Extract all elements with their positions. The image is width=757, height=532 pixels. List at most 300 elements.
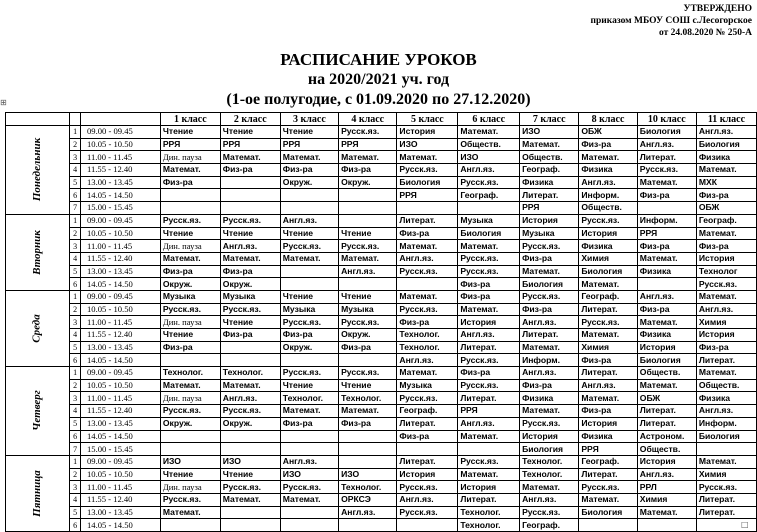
subject-cell[interactable]: Информ.: [696, 417, 756, 430]
subject-cell[interactable]: [339, 354, 397, 367]
subject-cell[interactable]: Физ-ра: [579, 405, 637, 418]
subject-cell[interactable]: [160, 189, 220, 202]
subject-cell[interactable]: Музыка: [339, 303, 397, 316]
subject-cell[interactable]: Математ.: [579, 493, 637, 506]
subject-cell[interactable]: Математ.: [160, 164, 220, 177]
subject-cell[interactable]: Физ-ра: [637, 303, 696, 316]
subject-cell[interactable]: Биология: [696, 430, 756, 443]
subject-cell[interactable]: Физ-ра: [520, 303, 579, 316]
subject-cell[interactable]: Обществ.: [637, 367, 696, 380]
subject-cell[interactable]: Математ.: [520, 481, 579, 494]
subject-cell[interactable]: Окруж.: [220, 417, 280, 430]
subject-cell[interactable]: Математ.: [458, 430, 520, 443]
subject-cell[interactable]: Математ.: [397, 367, 458, 380]
subject-cell[interactable]: [637, 202, 696, 215]
subject-cell[interactable]: Математ.: [160, 379, 220, 392]
subject-cell[interactable]: [280, 265, 338, 278]
subject-cell[interactable]: Русск.яз.: [280, 367, 338, 380]
subject-cell[interactable]: Математ.: [220, 493, 280, 506]
subject-cell[interactable]: Физ-ра: [458, 278, 520, 291]
subject-cell[interactable]: [220, 430, 280, 443]
subject-cell[interactable]: [160, 430, 220, 443]
subject-cell[interactable]: Математ.: [220, 151, 280, 164]
subject-cell[interactable]: [339, 189, 397, 202]
subject-cell[interactable]: Литерат.: [397, 214, 458, 227]
subject-cell[interactable]: Математ.: [339, 405, 397, 418]
subject-cell[interactable]: Математ.: [520, 341, 579, 354]
subject-cell[interactable]: Русск.яз.: [520, 290, 579, 303]
subject-cell[interactable]: [637, 278, 696, 291]
subject-cell[interactable]: РРЯ: [160, 138, 220, 151]
subject-cell[interactable]: Дин. пауза: [160, 151, 220, 164]
subject-cell[interactable]: Математ.: [160, 252, 220, 265]
subject-cell[interactable]: Англ.яз.: [220, 240, 280, 253]
subject-cell[interactable]: ИЗО: [458, 151, 520, 164]
subject-cell[interactable]: Русск.яз.: [397, 481, 458, 494]
subject-cell[interactable]: Русск.яз.: [397, 392, 458, 405]
subject-cell[interactable]: [220, 202, 280, 215]
subject-cell[interactable]: Русск.яз.: [160, 303, 220, 316]
subject-cell[interactable]: Математ.: [280, 493, 338, 506]
subject-cell[interactable]: [280, 189, 338, 202]
subject-cell[interactable]: РРЯ: [397, 189, 458, 202]
subject-cell[interactable]: История: [637, 455, 696, 468]
subject-cell[interactable]: Математ.: [397, 290, 458, 303]
subject-cell[interactable]: Литерат.: [397, 455, 458, 468]
subject-cell[interactable]: Англ.яз.: [579, 379, 637, 392]
subject-cell[interactable]: Математ.: [458, 468, 520, 481]
subject-cell[interactable]: Русск.яз.: [160, 493, 220, 506]
subject-cell[interactable]: Чтение: [220, 227, 280, 240]
table-move-handle-icon[interactable]: ⊞: [0, 98, 7, 107]
subject-cell[interactable]: Математ.: [637, 316, 696, 329]
subject-cell[interactable]: Физ-ра: [458, 367, 520, 380]
subject-cell[interactable]: [339, 278, 397, 291]
subject-cell[interactable]: Физика: [696, 392, 756, 405]
subject-cell[interactable]: РРЯ: [458, 405, 520, 418]
subject-cell[interactable]: Окруж.: [280, 341, 338, 354]
subject-cell[interactable]: Русск.яз.: [696, 481, 756, 494]
subject-cell[interactable]: Русск.яз.: [458, 176, 520, 189]
subject-cell[interactable]: [160, 354, 220, 367]
subject-cell[interactable]: Окруж.: [280, 176, 338, 189]
subject-cell[interactable]: Чтение: [220, 126, 280, 139]
subject-cell[interactable]: Физ-ра: [520, 379, 579, 392]
subject-cell[interactable]: Математ.: [458, 126, 520, 139]
subject-cell[interactable]: Биология: [637, 126, 696, 139]
subject-cell[interactable]: Русск.яз.: [280, 240, 338, 253]
subject-cell[interactable]: [397, 278, 458, 291]
subject-cell[interactable]: История: [397, 126, 458, 139]
subject-cell[interactable]: Дин. пауза: [160, 240, 220, 253]
subject-cell[interactable]: Математ.: [579, 151, 637, 164]
subject-cell[interactable]: Англ.яз.: [339, 506, 397, 519]
subject-cell[interactable]: Русск.яз.: [280, 316, 338, 329]
subject-cell[interactable]: Математ.: [280, 151, 338, 164]
subject-cell[interactable]: Физ-ра: [220, 164, 280, 177]
subject-cell[interactable]: Технолог.: [520, 455, 579, 468]
subject-cell[interactable]: МХК: [696, 176, 756, 189]
subject-cell[interactable]: Обществ.: [458, 138, 520, 151]
subject-cell[interactable]: Англ.яз.: [339, 265, 397, 278]
subject-cell[interactable]: Литерат.: [637, 151, 696, 164]
subject-cell[interactable]: Технолог.: [397, 341, 458, 354]
subject-cell[interactable]: Чтение: [220, 468, 280, 481]
subject-cell[interactable]: Русск.яз.: [220, 303, 280, 316]
subject-cell[interactable]: Биология: [579, 506, 637, 519]
subject-cell[interactable]: История: [520, 430, 579, 443]
subject-cell[interactable]: Биология: [579, 265, 637, 278]
subject-cell[interactable]: Русск.яз.: [579, 214, 637, 227]
subject-cell[interactable]: Физ-ра: [637, 240, 696, 253]
subject-cell[interactable]: Географ.: [397, 405, 458, 418]
subject-cell[interactable]: Русск.яз.: [220, 214, 280, 227]
subject-cell[interactable]: Информ.: [579, 189, 637, 202]
subject-cell[interactable]: Физика: [520, 176, 579, 189]
subject-cell[interactable]: ИЗО: [397, 138, 458, 151]
subject-cell[interactable]: [280, 278, 338, 291]
subject-cell[interactable]: ИЗО: [339, 468, 397, 481]
subject-cell[interactable]: Русск.яз.: [579, 481, 637, 494]
subject-cell[interactable]: Музыка: [160, 290, 220, 303]
subject-cell[interactable]: Физ-ра: [579, 354, 637, 367]
subject-cell[interactable]: [160, 202, 220, 215]
subject-cell[interactable]: Географ.: [520, 519, 579, 532]
subject-cell[interactable]: Литерат.: [579, 303, 637, 316]
subject-cell[interactable]: Литерат.: [458, 493, 520, 506]
subject-cell[interactable]: Математ.: [696, 164, 756, 177]
subject-cell[interactable]: Чтение: [160, 126, 220, 139]
table-resize-handle-icon[interactable]: □: [741, 520, 749, 529]
subject-cell[interactable]: Англ.яз.: [397, 493, 458, 506]
subject-cell[interactable]: Математ.: [458, 303, 520, 316]
subject-cell[interactable]: История: [696, 252, 756, 265]
subject-cell[interactable]: Окруж.: [160, 278, 220, 291]
subject-cell[interactable]: Англ.яз.: [220, 392, 280, 405]
subject-cell[interactable]: Русск.яз.: [458, 265, 520, 278]
subject-cell[interactable]: Математ.: [696, 455, 756, 468]
subject-cell[interactable]: Физ-ра: [160, 341, 220, 354]
subject-cell[interactable]: Англ.яз.: [637, 138, 696, 151]
subject-cell[interactable]: [458, 202, 520, 215]
subject-cell[interactable]: [220, 341, 280, 354]
subject-cell[interactable]: ИЗО: [280, 468, 338, 481]
subject-cell[interactable]: Литерат.: [696, 493, 756, 506]
subject-cell[interactable]: [696, 443, 756, 456]
subject-cell[interactable]: Русск.яз.: [220, 481, 280, 494]
subject-cell[interactable]: Математ.: [520, 405, 579, 418]
subject-cell[interactable]: Физ-ра: [280, 329, 338, 342]
subject-cell[interactable]: Информ.: [520, 354, 579, 367]
subject-cell[interactable]: Физ-ра: [637, 189, 696, 202]
subject-cell[interactable]: Биология: [520, 278, 579, 291]
subject-cell[interactable]: [339, 430, 397, 443]
subject-cell[interactable]: Русск.яз.: [397, 303, 458, 316]
subject-cell[interactable]: Музыка: [280, 303, 338, 316]
subject-cell[interactable]: Литерат.: [397, 417, 458, 430]
subject-cell[interactable]: Русск.яз.: [696, 278, 756, 291]
subject-cell[interactable]: Математ.: [696, 290, 756, 303]
subject-cell[interactable]: Математ.: [339, 252, 397, 265]
subject-cell[interactable]: Физика: [637, 265, 696, 278]
subject-cell[interactable]: Физ-ра: [579, 138, 637, 151]
subject-cell[interactable]: Англ.яз.: [458, 164, 520, 177]
subject-cell[interactable]: Чтение: [280, 126, 338, 139]
subject-cell[interactable]: Обществ.: [579, 202, 637, 215]
subject-cell[interactable]: Физика: [579, 430, 637, 443]
subject-cell[interactable]: Физ-ра: [696, 341, 756, 354]
subject-cell[interactable]: История: [579, 227, 637, 240]
subject-cell[interactable]: Литерат.: [696, 354, 756, 367]
subject-cell[interactable]: Литерат.: [520, 329, 579, 342]
subject-cell[interactable]: РРЛ: [637, 481, 696, 494]
subject-cell[interactable]: Обществ.: [637, 443, 696, 456]
subject-cell[interactable]: Чтение: [339, 379, 397, 392]
subject-cell[interactable]: Дин. пауза: [160, 392, 220, 405]
subject-cell[interactable]: Музыка: [520, 227, 579, 240]
subject-cell[interactable]: Физ-ра: [397, 227, 458, 240]
subject-cell[interactable]: Англ.яз.: [397, 354, 458, 367]
subject-cell[interactable]: РРЯ: [220, 138, 280, 151]
subject-cell[interactable]: История: [696, 329, 756, 342]
subject-cell[interactable]: Физ-ра: [339, 417, 397, 430]
subject-cell[interactable]: Чтение: [280, 227, 338, 240]
subject-cell[interactable]: [339, 214, 397, 227]
subject-cell[interactable]: Математ.: [696, 227, 756, 240]
subject-cell[interactable]: Математ.: [339, 151, 397, 164]
subject-cell[interactable]: [160, 443, 220, 456]
subject-cell[interactable]: Англ.яз.: [280, 455, 338, 468]
subject-cell[interactable]: Химия: [696, 316, 756, 329]
subject-cell[interactable]: Физ-ра: [160, 176, 220, 189]
subject-cell[interactable]: История: [637, 341, 696, 354]
subject-cell[interactable]: Физ-ра: [280, 417, 338, 430]
subject-cell[interactable]: Биология: [458, 227, 520, 240]
subject-cell[interactable]: Технолог.: [339, 481, 397, 494]
subject-cell[interactable]: Физ-ра: [280, 164, 338, 177]
subject-cell[interactable]: Математ.: [160, 506, 220, 519]
subject-cell[interactable]: История: [458, 316, 520, 329]
subject-cell[interactable]: История: [397, 468, 458, 481]
subject-cell[interactable]: Математ.: [458, 240, 520, 253]
subject-cell[interactable]: Физ-ра: [696, 240, 756, 253]
subject-cell[interactable]: Географ.: [579, 455, 637, 468]
subject-cell[interactable]: Химия: [696, 468, 756, 481]
subject-cell[interactable]: История: [458, 481, 520, 494]
subject-cell[interactable]: Литерат.: [696, 506, 756, 519]
subject-cell[interactable]: Дин. пауза: [160, 316, 220, 329]
subject-cell[interactable]: Русск.яз.: [339, 367, 397, 380]
subject-cell[interactable]: [220, 443, 280, 456]
subject-cell[interactable]: Технолог.: [520, 468, 579, 481]
subject-cell[interactable]: Англ.яз.: [637, 468, 696, 481]
subject-cell[interactable]: Русск.яз.: [280, 481, 338, 494]
subject-cell[interactable]: Математ.: [280, 405, 338, 418]
subject-cell[interactable]: Музыка: [397, 379, 458, 392]
subject-cell[interactable]: Информ.: [637, 214, 696, 227]
subject-cell[interactable]: Русск.яз.: [520, 506, 579, 519]
subject-cell[interactable]: Литерат.: [579, 367, 637, 380]
subject-cell[interactable]: Русск.яз.: [579, 316, 637, 329]
subject-cell[interactable]: Англ.яз.: [696, 126, 756, 139]
subject-cell[interactable]: Химия: [579, 252, 637, 265]
subject-cell[interactable]: Обществ.: [520, 151, 579, 164]
subject-cell[interactable]: ИЗО: [520, 126, 579, 139]
subject-cell[interactable]: Русск.яз.: [160, 405, 220, 418]
subject-cell[interactable]: [397, 202, 458, 215]
subject-cell[interactable]: Математ.: [220, 252, 280, 265]
subject-cell[interactable]: Физ-ра: [458, 290, 520, 303]
subject-cell[interactable]: Математ.: [220, 379, 280, 392]
subject-cell[interactable]: Чтение: [160, 227, 220, 240]
subject-cell[interactable]: Русск.яз.: [458, 455, 520, 468]
subject-cell[interactable]: Физ-ра: [160, 265, 220, 278]
subject-cell[interactable]: ОБЖ: [637, 392, 696, 405]
subject-cell[interactable]: РРЯ: [520, 202, 579, 215]
subject-cell[interactable]: Англ.яз.: [579, 176, 637, 189]
subject-cell[interactable]: Литерат.: [637, 417, 696, 430]
subject-cell[interactable]: Технолог.: [160, 367, 220, 380]
subject-cell[interactable]: [458, 443, 520, 456]
subject-cell[interactable]: История: [520, 214, 579, 227]
subject-cell[interactable]: Физика: [579, 164, 637, 177]
subject-cell[interactable]: Русск.яз.: [397, 506, 458, 519]
subject-cell[interactable]: Математ.: [637, 379, 696, 392]
subject-cell[interactable]: [280, 443, 338, 456]
subject-cell[interactable]: Физ-ра: [696, 189, 756, 202]
subject-cell[interactable]: Математ.: [520, 138, 579, 151]
subject-cell[interactable]: Математ.: [280, 252, 338, 265]
subject-cell[interactable]: Физика: [637, 329, 696, 342]
subject-cell[interactable]: Русск.яз.: [397, 265, 458, 278]
subject-cell[interactable]: Технолог.: [339, 392, 397, 405]
subject-cell[interactable]: [220, 354, 280, 367]
subject-cell[interactable]: Математ.: [397, 151, 458, 164]
subject-cell[interactable]: История: [579, 417, 637, 430]
subject-cell[interactable]: Окруж.: [160, 417, 220, 430]
subject-cell[interactable]: Музыка: [458, 214, 520, 227]
subject-cell[interactable]: [220, 506, 280, 519]
subject-cell[interactable]: [280, 202, 338, 215]
subject-cell[interactable]: Русск.яз.: [520, 417, 579, 430]
subject-cell[interactable]: [339, 455, 397, 468]
subject-cell[interactable]: Технолог.: [397, 329, 458, 342]
subject-cell[interactable]: ИЗО: [220, 455, 280, 468]
subject-cell[interactable]: Математ.: [637, 252, 696, 265]
subject-cell[interactable]: Литерат.: [579, 468, 637, 481]
subject-cell[interactable]: Окруж.: [339, 176, 397, 189]
subject-cell[interactable]: Русск.яз.: [458, 252, 520, 265]
subject-cell[interactable]: Англ.яз.: [520, 316, 579, 329]
subject-cell[interactable]: Математ.: [637, 176, 696, 189]
subject-cell[interactable]: Русск.яз.: [397, 164, 458, 177]
subject-cell[interactable]: Русск.яз.: [637, 164, 696, 177]
subject-cell[interactable]: [280, 430, 338, 443]
subject-cell[interactable]: РРЯ: [280, 138, 338, 151]
subject-cell[interactable]: Англ.яз.: [520, 367, 579, 380]
subject-cell[interactable]: ИЗО: [160, 455, 220, 468]
subject-cell[interactable]: Англ.яз.: [637, 290, 696, 303]
subject-cell[interactable]: Физ-ра: [220, 265, 280, 278]
subject-cell[interactable]: Литерат.: [637, 405, 696, 418]
subject-cell[interactable]: Англ.яз.: [397, 252, 458, 265]
subject-cell[interactable]: [280, 506, 338, 519]
subject-cell[interactable]: Математ.: [579, 278, 637, 291]
subject-cell[interactable]: Обществ.: [696, 379, 756, 392]
subject-cell[interactable]: Биология: [520, 443, 579, 456]
subject-cell[interactable]: Математ.: [696, 367, 756, 380]
subject-cell[interactable]: ОБЖ: [579, 126, 637, 139]
subject-cell[interactable]: Математ.: [579, 392, 637, 405]
subject-cell[interactable]: Чтение: [280, 379, 338, 392]
subject-cell[interactable]: Математ.: [637, 506, 696, 519]
subject-cell[interactable]: Русск.яз.: [520, 240, 579, 253]
subject-cell[interactable]: Литерат.: [520, 189, 579, 202]
subject-cell[interactable]: Дин. пауза: [160, 481, 220, 494]
subject-cell[interactable]: РРЯ: [339, 138, 397, 151]
subject-cell[interactable]: ОРКСЭ: [339, 493, 397, 506]
subject-cell[interactable]: Астроном.: [637, 430, 696, 443]
subject-cell[interactable]: Химия: [637, 493, 696, 506]
subject-cell[interactable]: Чтение: [220, 316, 280, 329]
subject-cell[interactable]: Биология: [696, 138, 756, 151]
subject-cell[interactable]: Музыка: [220, 290, 280, 303]
subject-cell[interactable]: Биология: [637, 354, 696, 367]
subject-cell[interactable]: Чтение: [339, 290, 397, 303]
subject-cell[interactable]: Физ-ра: [339, 341, 397, 354]
subject-cell[interactable]: Физ-ра: [520, 252, 579, 265]
subject-cell[interactable]: Географ.: [520, 164, 579, 177]
subject-cell[interactable]: Англ.яз.: [696, 405, 756, 418]
subject-cell[interactable]: Окруж.: [339, 329, 397, 342]
subject-cell[interactable]: [397, 443, 458, 456]
subject-cell[interactable]: Англ.яз.: [696, 303, 756, 316]
subject-cell[interactable]: Русск.яз.: [339, 240, 397, 253]
subject-cell[interactable]: Физ-ра: [397, 430, 458, 443]
subject-cell[interactable]: Литерат.: [458, 341, 520, 354]
subject-cell[interactable]: Русск.яз.: [160, 214, 220, 227]
subject-cell[interactable]: Чтение: [160, 329, 220, 342]
subject-cell[interactable]: Англ.яз.: [458, 329, 520, 342]
subject-cell[interactable]: Математ.: [397, 240, 458, 253]
subject-cell[interactable]: Технолог.: [280, 392, 338, 405]
subject-cell[interactable]: Англ.яз.: [458, 417, 520, 430]
subject-cell[interactable]: Химия: [579, 341, 637, 354]
subject-cell[interactable]: Технолог: [696, 265, 756, 278]
subject-cell[interactable]: Географ.: [579, 290, 637, 303]
subject-cell[interactable]: Чтение: [160, 468, 220, 481]
subject-cell[interactable]: Чтение: [339, 227, 397, 240]
subject-cell[interactable]: Биология: [397, 176, 458, 189]
subject-cell[interactable]: Русск.яз.: [458, 354, 520, 367]
subject-cell[interactable]: Технолог.: [458, 506, 520, 519]
subject-cell[interactable]: РРЯ: [637, 227, 696, 240]
subject-cell[interactable]: Физ-ра: [397, 316, 458, 329]
subject-cell[interactable]: Географ.: [696, 214, 756, 227]
subject-cell[interactable]: РРЯ: [579, 443, 637, 456]
subject-cell[interactable]: Окруж.: [220, 278, 280, 291]
subject-cell[interactable]: [280, 354, 338, 367]
subject-cell[interactable]: Русск.яз.: [339, 126, 397, 139]
subject-cell[interactable]: Англ.яз.: [280, 214, 338, 227]
subject-cell[interactable]: [220, 176, 280, 189]
subject-cell[interactable]: [339, 443, 397, 456]
subject-cell[interactable]: Физ-ра: [339, 164, 397, 177]
subject-cell[interactable]: Чтение: [280, 290, 338, 303]
subject-cell[interactable]: Физ-ра: [220, 329, 280, 342]
subject-cell[interactable]: Математ.: [579, 329, 637, 342]
subject-cell[interactable]: Литерат.: [458, 392, 520, 405]
